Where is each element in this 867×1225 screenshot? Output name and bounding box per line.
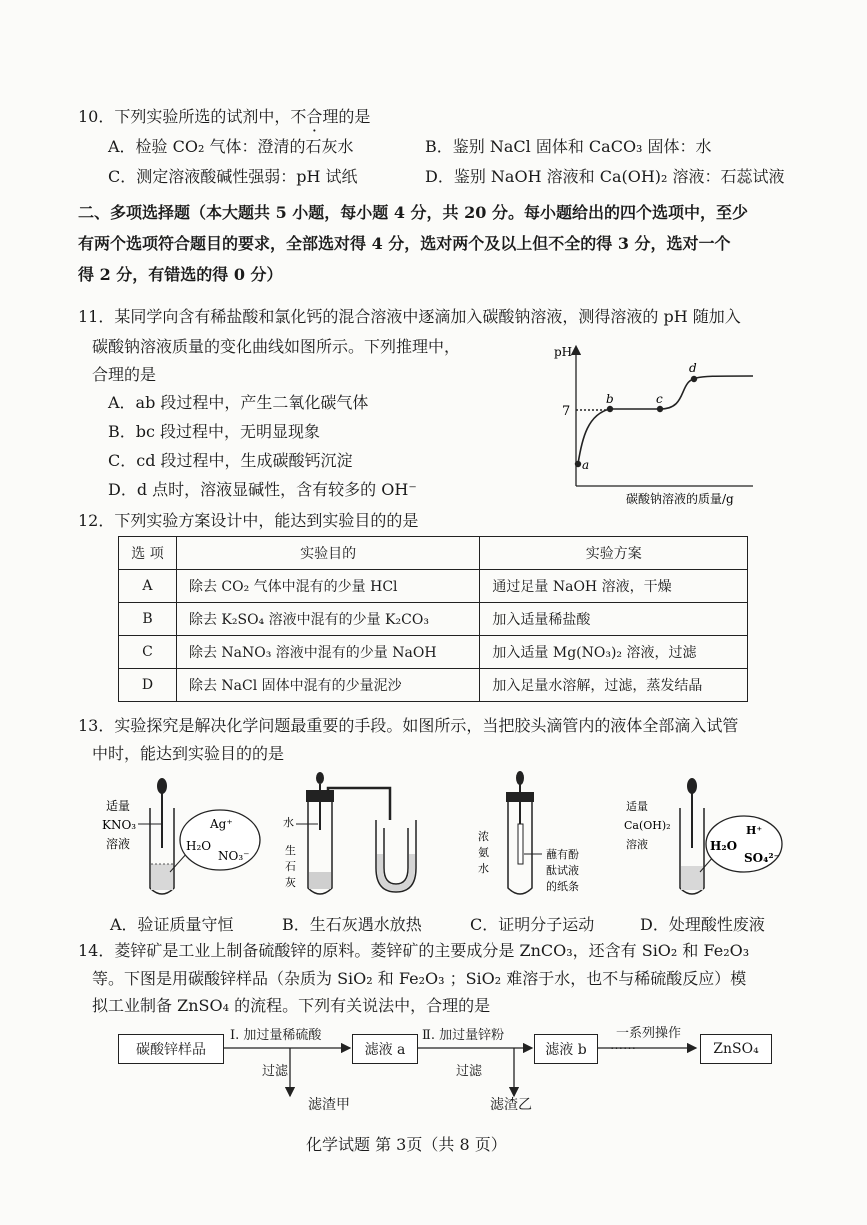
row-plan: 加入足量水溶解，过滤，蒸发结晶 xyxy=(480,669,748,702)
q13-option-b: B．生石灰遇水放热 xyxy=(282,915,422,934)
fig-d-label-1: 适量 xyxy=(626,800,648,813)
fig-c-label-2: 氨 xyxy=(478,846,489,859)
flow-box-znso4: ZnSO₄ xyxy=(700,1034,772,1064)
label-b: b xyxy=(606,392,614,406)
q11-option-a: A．ab 段过程中，产生二氧化碳气体 xyxy=(108,393,369,412)
section2-line-1: 二、多项选择题（本大题共 5 小题，每小题 4 分，共 20 分。每小题给出的四个选项中，至少 xyxy=(78,203,748,222)
flow-residue-2: 滤渣乙 xyxy=(490,1097,532,1113)
flow-filter-1: 过滤 xyxy=(262,1064,289,1079)
q11-option-d: D．d 点时，溶液显碱性，含有较多的 OH⁻ xyxy=(108,480,417,499)
fig-d-label-3: 溶液 xyxy=(626,838,648,851)
q14-stem-1: 14．菱锌矿是工业上制备硫酸锌的原料。菱锌矿的主要成分是 ZnCO₃，还含有 SiO₂ 和 Fe₂O₃ xyxy=(78,941,750,960)
flow-box-filtrate-b: 滤液 b xyxy=(534,1034,598,1064)
table-row xyxy=(119,669,748,702)
row-plan: 加入适量 Mg(NO₃)₂ 溶液，过滤 xyxy=(480,636,748,669)
paper-strip xyxy=(518,824,523,864)
fig-b-label-3: 灰 xyxy=(285,876,296,889)
row-purpose: 除去 K₂SO₄ 溶液中混有的少量 K₂CO₃ xyxy=(176,603,479,636)
ion-so4: SO₄²⁻ xyxy=(744,851,780,865)
fig-a-label-3: 溶液 xyxy=(106,837,131,851)
fig-b-label-2: 石 xyxy=(285,860,296,873)
q13-option-d: D．处理酸性废液 xyxy=(640,915,765,934)
tick-7-label: 7 xyxy=(562,404,571,419)
q10-stem: 10．下列实验所选的试剂中，不合理的是 xyxy=(78,107,371,126)
fig-b-label-1: 生 xyxy=(285,844,296,857)
label-a: a xyxy=(582,458,590,472)
q11-option-c: C．cd 段过程中，生成碳酸钙沉淀 xyxy=(108,451,353,470)
point-b xyxy=(607,406,613,412)
table-row xyxy=(119,636,748,669)
point-a xyxy=(575,461,581,467)
fig-a-label-2: KNO₃ xyxy=(102,818,137,832)
row-option: B xyxy=(119,603,177,636)
row-option: A xyxy=(119,570,177,603)
point-d xyxy=(691,376,697,382)
fig-b-water-label: 水 xyxy=(283,816,294,829)
fig-c-right-2: 酞试液 xyxy=(546,864,579,877)
table-row xyxy=(119,570,748,603)
figure-d-caoh2 xyxy=(622,772,787,902)
label-d: d xyxy=(689,361,697,375)
header-purpose: 实验目的 xyxy=(176,537,479,570)
ion-no3: NO₃⁻ xyxy=(218,849,250,863)
flow-step-2: Ⅱ. 加过量锌粉 xyxy=(422,1028,505,1043)
ph-curve xyxy=(578,376,753,464)
fig-c-label-3: 水 xyxy=(478,862,489,875)
flow-box-filtrate-a: 滤液 a xyxy=(352,1034,418,1064)
header-option: 选 项 xyxy=(119,537,177,570)
ion-h2o: H₂O xyxy=(186,839,212,853)
q11-stem-1: 11．某同学向含有稀盐酸和氯化钙的混合溶液中逐滴加入碳酸钠溶液，测得溶液的 pH 随加入 xyxy=(78,307,741,326)
x-axis-label: 碳酸钠溶液的质量/g xyxy=(626,492,734,506)
q10-option-a: A．检验 CO₂ 气体：澄清的石灰水 xyxy=(108,137,354,156)
row-purpose: 除去 NaCl 固体中混有的少量泥沙 xyxy=(176,669,479,702)
q13-option-c: C．证明分子运动 xyxy=(470,915,595,934)
figure-b-quicklime xyxy=(280,770,440,905)
row-plan: 加入适量稀盐酸 xyxy=(480,603,748,636)
section2-line-3: 得 2 分，有错选的得 0 分） xyxy=(78,265,283,284)
ion-h: H⁺ xyxy=(746,824,763,837)
figure-a-kno3 xyxy=(100,772,265,902)
q13-stem-2: 中时，能达到实验目的的是 xyxy=(92,744,285,763)
figure-c-ammonia xyxy=(470,768,600,903)
ph-curve-graph xyxy=(548,338,773,508)
q13-stem-1: 13．实验探究是解决化学问题最重要的手段。如图所示，当把胶头滴管内的液体全部滴入试管 xyxy=(78,716,739,735)
q14-stem-2: 等。下图是用碳酸锌样品（杂质为 SiO₂ 和 Fe₂O₃ ；SiO₂ 难溶于水，也不与稀硫酸反应）模 xyxy=(92,969,747,988)
point-c xyxy=(657,406,663,412)
flow-step-3: 一系列操作 xyxy=(616,1026,682,1041)
flow-residue-1: 滤渣甲 xyxy=(308,1097,350,1113)
flow-box-sample: 碳酸锌样品 xyxy=(118,1034,224,1064)
header-plan: 实验方案 xyxy=(480,537,748,570)
fig-d-label-2: Ca(OH)₂ xyxy=(624,819,671,832)
flow-dots: …… xyxy=(610,1038,636,1053)
row-option: C xyxy=(119,636,177,669)
q12-table xyxy=(118,536,748,702)
q10-option-c: C．测定溶液酸碱性强弱：pH 试纸 xyxy=(108,167,358,186)
q10-option-d: D．鉴别 NaOH 溶液和 Ca(OH)₂ 溶液：石蕊试液 xyxy=(425,167,785,186)
q14-stem-3: 拟工业制备 ZnSO₄ 的流程。下列有关说法中，合理的是 xyxy=(92,996,491,1015)
ion-h2o: H₂O xyxy=(710,839,738,853)
fig-c-right-3: 的纸条 xyxy=(546,880,579,893)
q11-option-b: B．bc 段过程中，无明显现象 xyxy=(108,422,321,441)
ion-ag: Ag⁺ xyxy=(210,817,233,831)
q10-option-b: B．鉴别 NaCl 固体和 CaCO₃ 固体：水 xyxy=(425,137,712,156)
dropper-bulb xyxy=(157,778,167,794)
row-option: D xyxy=(119,669,177,702)
fig-a-label-1: 适量 xyxy=(106,799,131,813)
q11-stem-2: 碳酸钠溶液质量的变化曲线如图所示。下列推理中， xyxy=(92,337,461,356)
table-row xyxy=(119,603,748,636)
page-footer: 化学试题 第 3页（共 8 页） xyxy=(306,1135,507,1154)
q10-emphasis: 不合理 xyxy=(290,107,339,126)
q12-stem: 12．下列实验方案设计中，能达到实验目的的是 xyxy=(78,511,419,530)
row-purpose: 除去 NaNO₃ 溶液中混有的少量 NaOH xyxy=(176,636,479,669)
table-header-row xyxy=(119,537,748,570)
section2-line-2: 有两个选项符合题目的要求，全部选对得 4 分，选对两个及以上但不全的得 3 分，选对一个 xyxy=(78,234,731,253)
q13-option-a: A．验证质量守恒 xyxy=(110,915,234,934)
label-c: c xyxy=(656,392,663,406)
row-plan: 通过足量 NaOH 溶液，干燥 xyxy=(480,570,748,603)
flow-filter-2: 过滤 xyxy=(456,1064,483,1079)
row-purpose: 除去 CO₂ 气体中混有的少量 HCl xyxy=(176,570,479,603)
fig-c-right-1: 蘸有酚 xyxy=(546,848,579,861)
y-axis-label: pH xyxy=(554,345,573,359)
flow-step-1: Ⅰ. 加过量稀硫酸 xyxy=(230,1028,322,1043)
fig-c-label-1: 浓 xyxy=(478,830,489,843)
dropper-bulb xyxy=(687,778,697,794)
q11-stem-3: 合理的是 xyxy=(92,365,157,384)
